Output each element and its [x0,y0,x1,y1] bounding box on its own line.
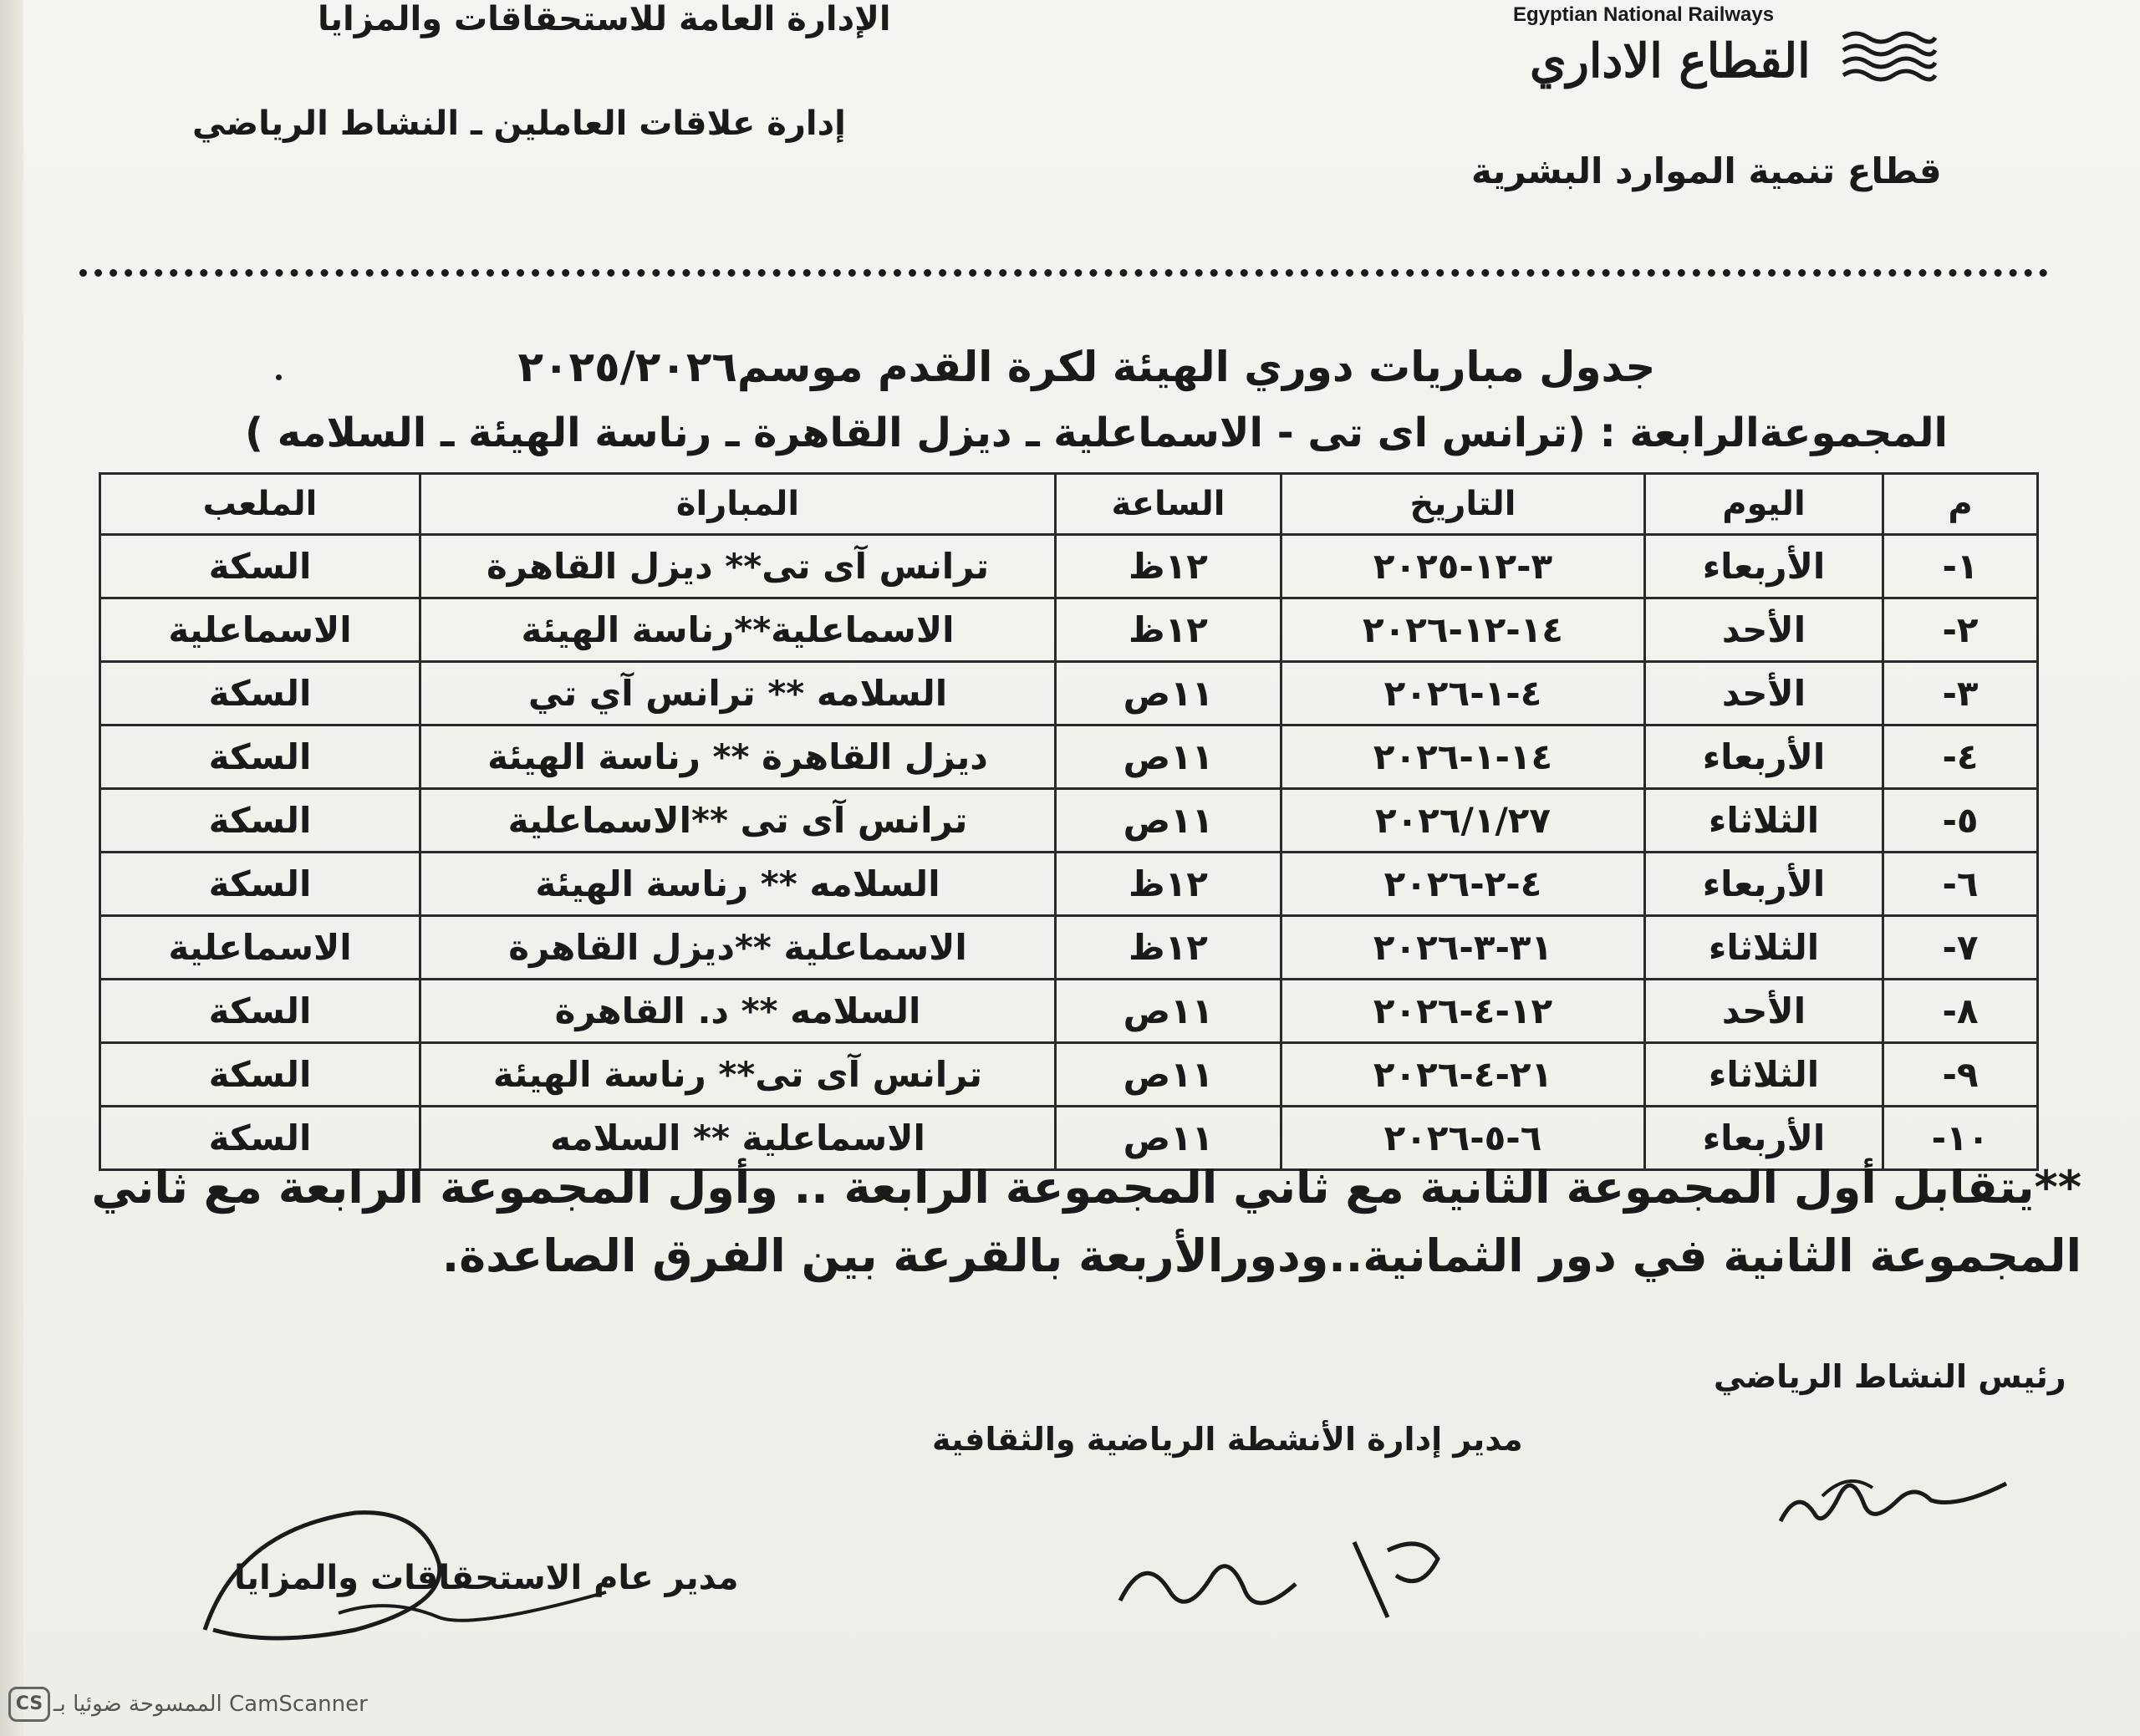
activities-manager-signature [1103,1517,1471,1642]
cell-num: ٣- [1883,662,2038,725]
cell-day: الأربعاء [1645,725,1883,789]
cell-time: ١١ص [1056,980,1281,1043]
cell-date: ٣١-٣-٢٠٢٦ [1281,916,1645,980]
camscanner-badge: CS [8,1687,50,1722]
cell-day: الأحد [1645,980,1883,1043]
cell-date: ٢١-٤-٢٠٢٦ [1281,1043,1645,1107]
sports-head-label: رئيس النشاط الرياضي [1714,1358,2066,1395]
table-row [100,853,2038,916]
schedule-title: جدول مباريات دوري الهيئة لكرة القدم موسم٢٠٢٥/٢٠٢٦ [517,343,1656,391]
cell-day: الأحد [1645,598,1883,662]
railway-logo [1471,0,1956,100]
cell-time: ١١ص [1056,1043,1281,1107]
cell-day: الأربعاء [1645,853,1883,916]
cell-day: الثلاثاء [1645,1043,1883,1107]
table-row [100,916,2038,980]
cell-date: ٢٠٢٦/١/٢٧ [1281,789,1645,853]
cell-time: ١٢ظ [1056,853,1281,916]
cell-venue: السكة [100,662,420,725]
cell-match: ترانس آى تى **الاسماعلية [420,789,1056,853]
cell-date: ٦-٥-٢٠٢٦ [1281,1107,1645,1170]
cell-date: ٤-٢-٢٠٢٦ [1281,853,1645,916]
cell-match: السلامه ** رناسة الهيئة [420,853,1056,916]
cell-num: ٦- [1883,853,2038,916]
cell-venue: السكة [100,980,420,1043]
table-row [100,598,2038,662]
cell-time: ١١ص [1056,725,1281,789]
header-num: م [1883,474,2038,535]
group-line: المجموعةالرابعة : (ترانس اى تى - الاسماعلية ـ ديزل القاهرة ـ رناسة الهيئة ـ السلامه ) [245,410,1948,456]
cell-match: السلامه ** د. القاهرة [420,980,1056,1043]
sports-head-signature [1772,1454,2023,1546]
cell-time: ١١ص [1056,1107,1281,1170]
scanner-footer [0,1680,468,1722]
header-match: المباراة [420,474,1056,535]
schedule-table [99,472,2039,1171]
unit-heading: إدارة علاقات العاملين ـ النشاط الرياضي [192,104,846,143]
cell-num: ٧- [1883,916,2038,980]
table-row [100,725,2038,789]
cell-num: ٤- [1883,725,2038,789]
cell-day: الثلاثاء [1645,916,1883,980]
cell-match: ديزل القاهرة ** رناسة الهيئة [420,725,1056,789]
cell-venue: السكة [100,725,420,789]
cell-day: الأحد [1645,662,1883,725]
scan-edge [0,0,23,1736]
cell-match: الاسماعلية ** السلامه [420,1107,1056,1170]
table-row [100,535,2038,598]
cell-match: السلامه ** ترانس آي تي [420,662,1056,725]
header-venue: الملعب [100,474,420,535]
cell-date: ١٤-١٢-٢٠٢٦ [1281,598,1645,662]
table-row [100,1043,2038,1107]
table-row [100,662,2038,725]
header-time: الساعة [1056,474,1281,535]
cell-date: ١٤-١-٢٠٢٦ [1281,725,1645,789]
table-row [100,789,2038,853]
cell-date: ٣-١٢-٢٠٢٥ [1281,535,1645,598]
dotted-divider [79,269,2048,277]
cell-venue: السكة [100,853,420,916]
cell-venue: السكة [100,1107,420,1170]
cell-venue: السكة [100,1043,420,1107]
cell-venue: السكة [100,789,420,853]
waves-icon [1839,25,1939,92]
cell-time: ١٢ظ [1056,916,1281,980]
cell-venue: الاسماعلية [100,598,420,662]
table-row [100,980,2038,1043]
header-day: اليوم [1645,474,1883,535]
cell-num: ٩- [1883,1043,2038,1107]
sector-heading: قطاع تنمية الموارد البشرية [1471,150,1942,191]
cell-day: الأربعاء [1645,1107,1883,1170]
cell-num: ١- [1883,535,2038,598]
cell-match: ترانس آى تى** ديزل القاهرة [420,535,1056,598]
activities-manager-label: مدير إدارة الأنشطة الرياضية والثقافية [932,1421,1523,1458]
cell-match: ترانس آى تى** رناسة الهيئة [420,1043,1056,1107]
header-date: التاريخ [1281,474,1645,535]
cell-day: الأربعاء [1645,535,1883,598]
cell-match: الاسماعلية**رناسة الهيئة [420,598,1056,662]
cell-time: ١١ص [1056,789,1281,853]
general-manager-signature [188,1479,656,1663]
cell-num: ٢- [1883,598,2038,662]
cell-date: ١٢-٤-٢٠٢٦ [1281,980,1645,1043]
cell-time: ١٢ظ [1056,535,1281,598]
cell-day: الثلاثاء [1645,789,1883,853]
cell-num: ٨- [1883,980,2038,1043]
cell-time: ١١ص [1056,662,1281,725]
cell-num: ١٠- [1883,1107,2038,1170]
cell-date: ٤-١-٢٠٢٦ [1281,662,1645,725]
general-department-heading: الإدارة العامة للاستحقاقات والمزايا [318,0,891,38]
cell-match: الاسماعلية **ديزل القاهرة [420,916,1056,980]
table-header-row [100,474,2038,535]
qualification-note: **يتقابل أول المجموعة الثانية مع ثاني المجموعة الرابعة .. وأول المجموعة الرابعة مع ثاني المجموعة الثانية في دور الثمانية..ودورالأربعة بالقرعة بين الفرق الصاعدة. [91,1161,2081,1282]
logo-english-text: Egyptian National Railways [1513,3,1775,26]
cell-time: ١٢ظ [1056,598,1281,662]
stray-dot [276,374,282,380]
general-manager-label: مدير عام الاستحقاقات والمزايا [234,1559,739,1597]
logo-arabic-text: القطاع الاداري [1530,33,1811,89]
cell-venue: الاسماعلية [100,916,420,980]
cell-num: ٥- [1883,789,2038,853]
scanner-caption: الممسوحة ضوئيا بـ CamScanner [54,1692,368,1717]
cell-venue: السكة [100,535,420,598]
